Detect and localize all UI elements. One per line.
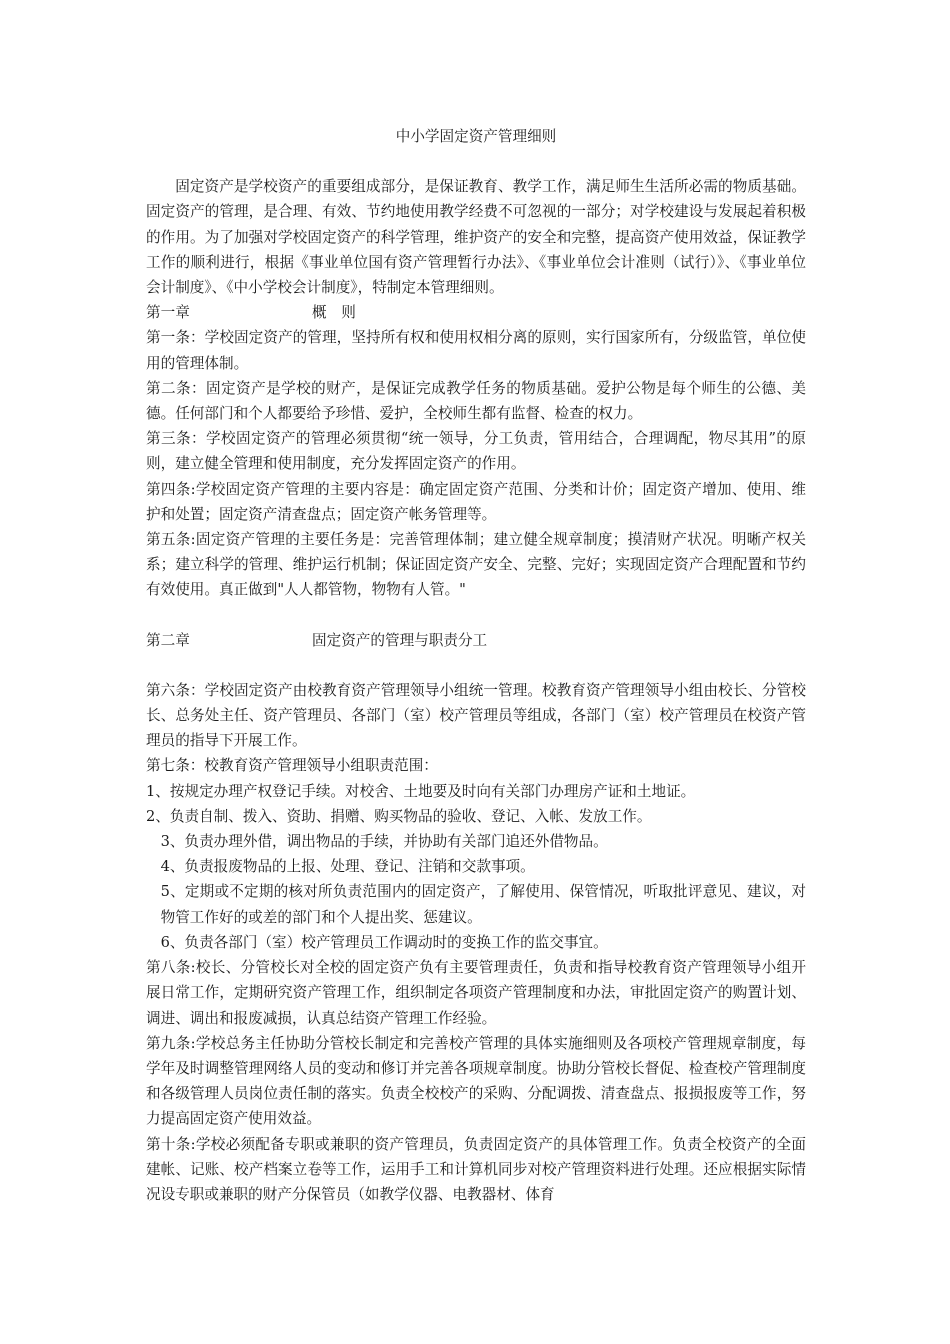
article-9: 第九条:学校总务主任协助分管校长制定和完善校产管理的具体实施细则及各项校产管理规章制度，每学年及时调整管理网络人员的变动和修订并完善各项规章制度。协助分管校长督促、检查校产管理制度和各级管理人员岗位责任制的落实。负责全校校产的采购、分配调拨、清查盘点、报损报废等工作，努力提高固定资产使用效益。 [146,1034,806,1128]
document-title: 中小学固定资产管理细则 [395,128,557,145]
duty-item-6: 6、负责各部门（室）校产管理员工作调动时的变换工作的监交事宜。 [160,933,608,951]
duty-item-3: 3、负责办理外借，调出物品的手续，并协助有关部门追还外借物品。 [160,833,608,851]
document-page [146,124,806,1207]
article-8: 第八条:校长、分管校长对全校的固定资产负有主要管理责任，负责和指导校教育资产管理领导小组开展日常工作，定期研究资产管理工作，组织制定各项资产管理制度和办法，审批固定资产的购置计划、调进、调出和报废减损，认真总结资产管理工作经验。 [146,959,806,1027]
chapter-1-name: 概 则 [312,304,356,322]
duty-item-2: 2、负责自制、拨入、资助、捐赠、购买物品的验收、登记、入帐、发放工作。 [146,807,652,825]
article-3: 第三条：学校固定资产的管理必须贯彻“统一领导，分工负责，管用结合，合理调配，物尽其用”的原则，建立健全管理和使用制度，充分发挥固定资产的作用。 [146,430,806,473]
article-5: 第五条:固定资产管理的主要任务是：完善管理体制；建立健全规章制度；摸清财产状况。明晰产权关系；建立科学的管理、维护运行机制；保证固定资产安全、完整、完好；实现固定资产合理配置和节约有效使用。真正做到"人人都管物，物物有人管。" [146,531,806,599]
article-10: 第十条:学校必须配备专职或兼职的资产管理员，负责固定资产的具体管理工作。负责全校资产的全面建帐、记账、校产档案立卷等工作，运用手工和计算机同步对校产管理资料进行处理。还应根据实际情况设专职或兼职的财产分保管员（如教学仪器、电教器材、体育 [146,1135,806,1203]
article-1: 第一条：学校固定资产的管理，坚持所有权和使用权相分离的原则，实行国家所有，分级监管，单位使用的管理体制。 [146,329,806,372]
chapter-2-number: 第二章 [146,631,190,649]
article-6: 第六条：学校固定资产由校教育资产管理领导小组统一管理。校教育资产管理领导小组由校长、分管校长、总务处主任、资产管理员、各部门（室）校产管理员等组成，各部门（室）校产管理员在校资产管理员的指导下开展工作。 [146,681,806,750]
spacer [146,603,806,628]
chapter-1-number: 第一章 [146,304,190,322]
duty-item-5: 5、定期或不定期的核对所负责范围内的固定资产，了解使用、保管情况，听取批评意见、建议，对物管工作好的或差的部门和个人提出奖、惩建议。 [160,883,806,926]
duty-item-4: 4、负责报废物品的上报、处理、登记、注销和交款事项。 [160,858,535,876]
article-4: 第四条:学校固定资产管理的主要内容是：确定固定资产范围、分类和计价；固定资产增加、使用、维护和处置；固定资产清查盘点；固定资产帐务管理等。 [146,480,806,523]
chapter-2-name: 固定资产的管理与职责分工 [312,631,488,649]
intro-paragraph: 固定资产是学校资产的重要组成部分，是保证教育、教学工作，满足师生生活所必需的物质基础。固定资产的管理，是合理、有效、节约地使用教学经费不可忽视的一部分；对学校建设与发展起着积极的作用。为了加强对学校固定资产的科学管理，维护资产的安全和完整，提高资产使用效益，保证教学工作的顺利进行，根据《事业单位国有资产管理暂行办法》、《事业单位会计准则（试行）》、《事业单位会计制度》、《中小学校会计制度》，特制定本管理细则。 [146,178,806,297]
chapter-1-heading [146,300,806,325]
spacer [146,653,806,678]
duty-item-1: 1、按规定办理产权登记手续。对校舍、土地要及时向有关部门办理房产证和土地证。 [146,782,696,800]
article-2: 第二条：固定资产是学校的财产，是保证完成教学任务的物质基础。爱护公物是每个师生的公德、美德。任何部门和个人都要给予珍惜、爱护，全校师生都有监督、检查的权力。 [146,379,806,423]
article-7: 第七条：校教育资产管理领导小组职责范围： [146,757,438,775]
chapter-2-heading [146,628,806,653]
